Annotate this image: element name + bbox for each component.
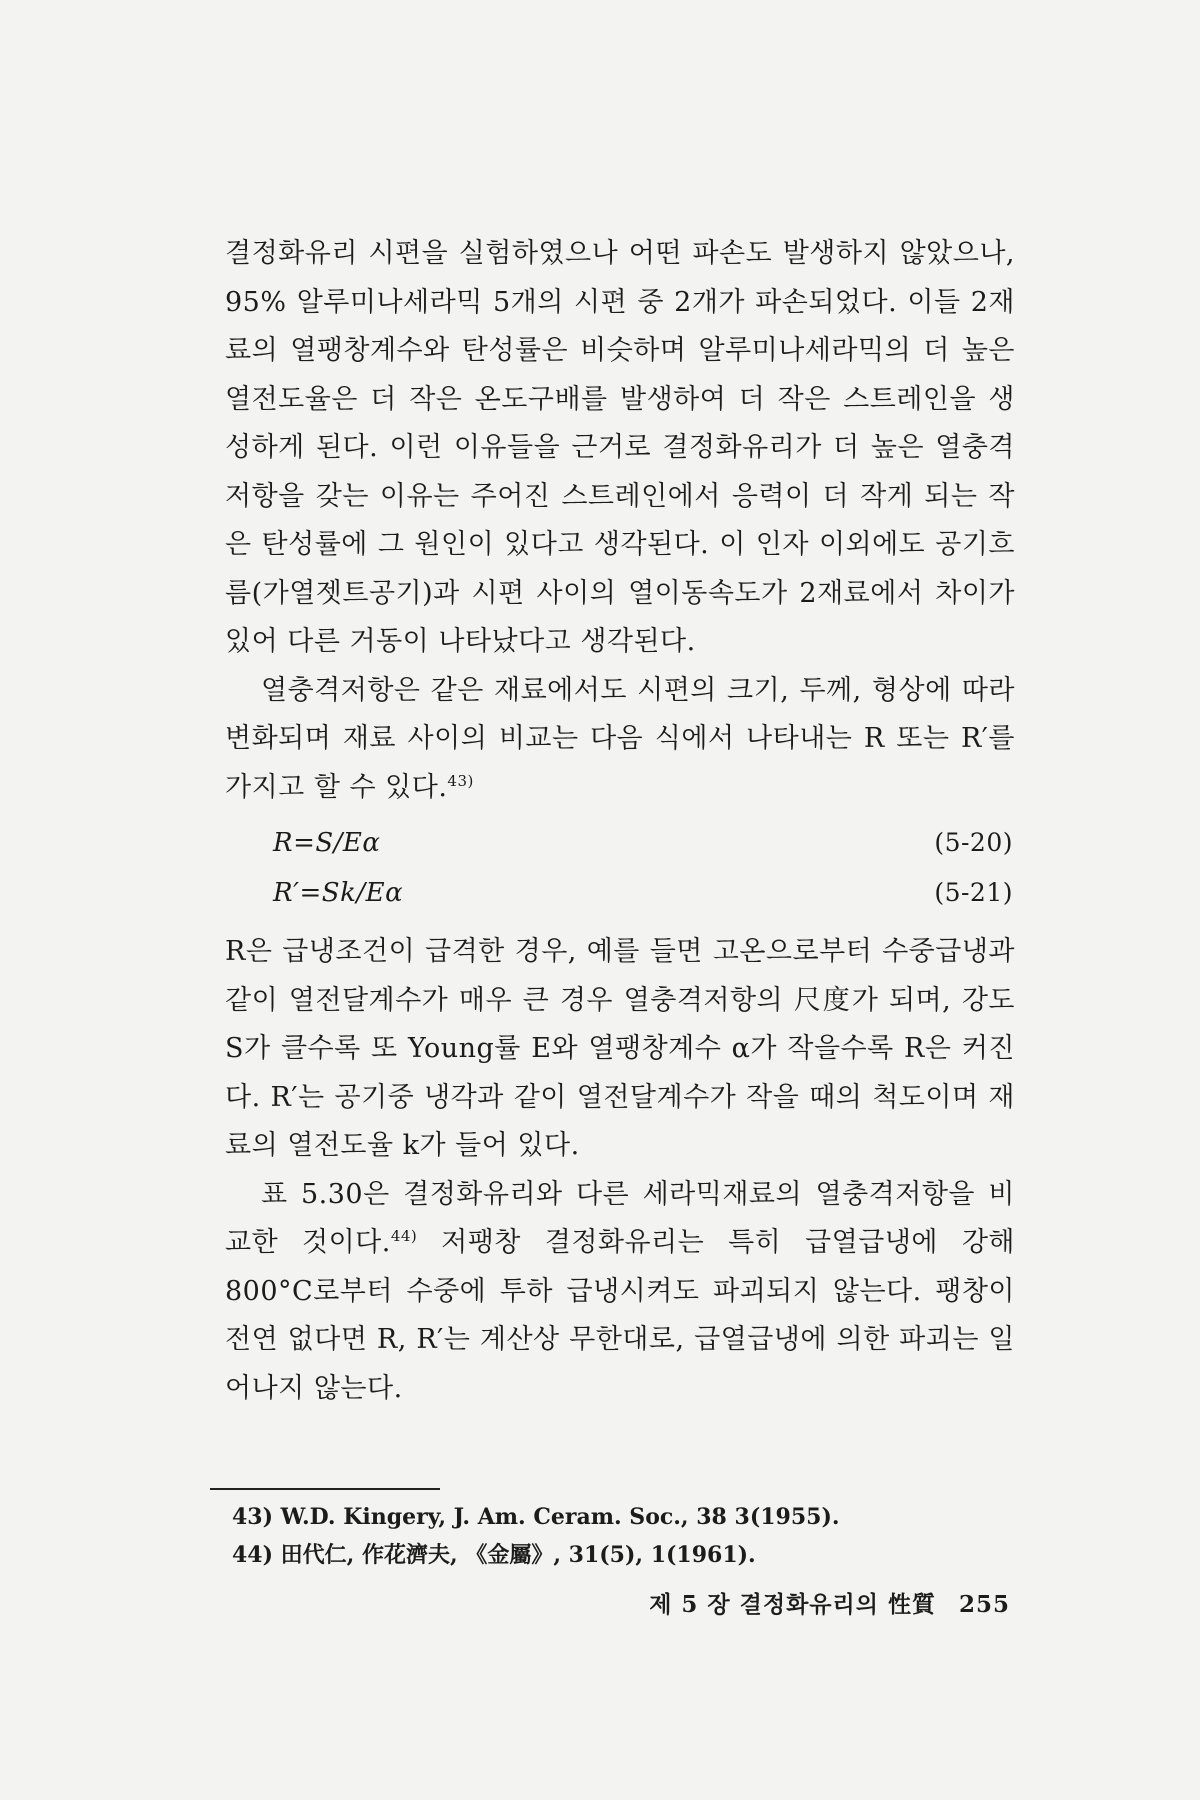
running-footer — [620, 1586, 1010, 1619]
equation-formula: R=S/Eα — [273, 828, 381, 858]
paragraph-1: 결정화유리 시편을 실험하였으나 어떤 파손도 발생하지 않았으나, 95% 알루미나세라믹 5개의 시편 중 2개가 파손되었다. 이들 2재료의 열팽창계수와 탄성률은 비슷하며 알루미나세라믹의 더 높은 열전도율은 더 작은 온도구배를 발생하여 더 작은 스트레인을 생성하게 된다. 이런 이유들을 근거로 결정화유리가 더 높은 열충격저항을 갖는 이유는 주어진 스트레인에서 응력이 더 작게 되는 작은 탄성률에 그 원인이 있다고 생각된다. 이 인자 이외에도 공기흐름(가열젯트공기)과 시편 사이의 열이동속도가 2재료에서 차이가 있어 다른 거동이 나타났다고 생각된다. — [225, 238, 1015, 657]
paragraph-2-text: 열충격저항은 같은 재료에서도 시편의 크기, 두께, 형상에 따라 변화되며 재료 사이의 비교는 다음 식에서 나타내는 R 또는 R′를 가지고 할 수 있다. — [225, 674, 1015, 803]
equation-number: (5-21) — [934, 878, 1013, 907]
paragraph-4 — [225, 1171, 1015, 1414]
equation-row — [225, 868, 1015, 918]
footnote-43: 43) W.D. Kingery, J. Am. Ceram. Soc., 38 3(1955). — [232, 1504, 840, 1530]
page-number: 255 — [958, 1591, 1010, 1618]
footnote-divider — [210, 1488, 440, 1490]
paragraph-4-text-b: 저팽창 결정화유리는 특히 급열급냉에 강해 800°C로부터 수중에 투하 급냉시켜도 파괴되지 않는다. 팽창이 전연 없다면 R, R′는 계산상 무한대로, 급열급냉에 의한 파괴는 일어나지 않는다. — [225, 1227, 1015, 1404]
body-text — [225, 230, 1015, 1413]
chapter-running-head: 제 5 장 결정화유리의 性質 — [649, 1591, 936, 1618]
footnote-ref-43: 43) — [447, 771, 474, 790]
equation-formula: R′=Sk/Eα — [273, 878, 404, 908]
paragraph-3: R은 급냉조건이 급격한 경우, 예를 들면 고온으로부터 수중급냉과 같이 열전달계수가 매우 큰 경우 열충격저항의 尺度가 되며, 강도 S가 클수록 또 Young률 E와 열팽창계수 α가 작을수록 R은 커진다. R′는 공기중 냉각과 같이 열전달계수가 작을 때의 척도이며 재료의 열전도율 k가 들어 있다. — [225, 936, 1015, 1161]
footnotes — [232, 1498, 992, 1574]
paragraph-2 — [225, 667, 1015, 813]
paragraph-4-text-a: 표 5.30은 결정화유리와 다른 세라믹재료의 열충격저항을 비교한 것이다. — [225, 1178, 1015, 1258]
equation-row — [225, 818, 1015, 868]
equation-number: (5-20) — [934, 828, 1013, 857]
footnote-44: 44) 田代仁, 作花濟夫, 《金屬》, 31(5), 1(1961). — [232, 1542, 756, 1568]
equation-block — [225, 818, 1015, 918]
footnote-ref-44: 44) — [390, 1227, 418, 1245]
